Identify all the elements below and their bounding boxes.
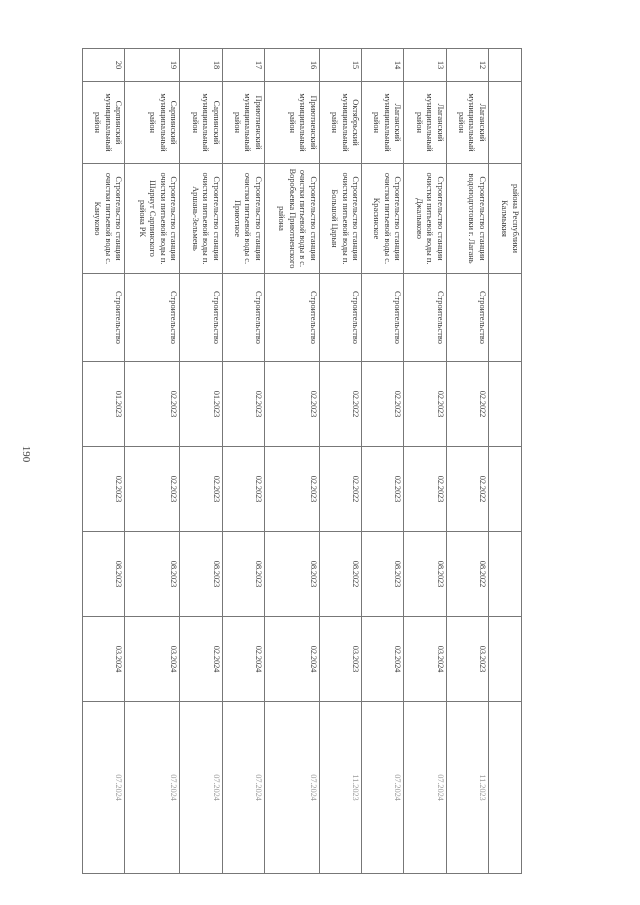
date-cell: 02.2023 — [362, 362, 404, 447]
cell-empty — [489, 274, 522, 362]
date-cell: 03.2024 — [83, 617, 125, 702]
district-cell: Сарпинский муниципальный район — [125, 82, 180, 164]
table-row — [180, 49, 222, 874]
date-cell: 02.2023 — [125, 447, 180, 532]
date-cell: 08.2023 — [362, 532, 404, 617]
row-number: 13 — [404, 49, 446, 82]
table-row — [446, 49, 488, 874]
district-cell: Лаганский муниципальный район — [404, 82, 446, 164]
date-cell: 02.2023 — [404, 447, 446, 532]
continuation-text: района Республики Калмыкия — [489, 164, 522, 274]
date-cell: 07.2024 — [362, 702, 404, 874]
object-cell: Строительство станции очистки питьевой воды с. Кануково — [83, 164, 125, 274]
object-cell: Строительство станции очистки питьевой воды с. Приютное — [222, 164, 264, 274]
construction-schedule-table — [82, 48, 522, 874]
cell-empty — [489, 362, 522, 447]
row-number: 14 — [362, 49, 404, 82]
continuation-row — [489, 49, 522, 874]
cell-empty — [489, 447, 522, 532]
date-cell: 03.2024 — [404, 617, 446, 702]
date-cell: 03.2023 — [320, 617, 362, 702]
row-number: 19 — [125, 49, 180, 82]
date-cell: 02.2023 — [180, 447, 222, 532]
date-cell: 07.2024 — [264, 702, 319, 874]
date-cell: 08.2023 — [180, 532, 222, 617]
date-cell: 07.2024 — [180, 702, 222, 874]
cell-empty — [489, 702, 522, 874]
date-cell: 08.2023 — [222, 532, 264, 617]
table-row — [362, 49, 404, 874]
work-type-cell: Строительство — [362, 274, 404, 362]
date-cell: 02.2023 — [362, 447, 404, 532]
date-cell: 02.2024 — [264, 617, 319, 702]
date-cell: 07.2024 — [125, 702, 180, 874]
row-number: 12 — [446, 49, 488, 82]
district-cell: Приютненский муниципальный район — [222, 82, 264, 164]
date-cell: 02.2024 — [362, 617, 404, 702]
date-cell: 02.2023 — [404, 362, 446, 447]
district-cell: Лаганский муниципальный район — [446, 82, 488, 164]
work-type-cell: Строительство — [125, 274, 180, 362]
district-cell: Сарпинский муниципальный район — [180, 82, 222, 164]
date-cell: 07.2024 — [83, 702, 125, 874]
cell-empty — [489, 532, 522, 617]
table-wrapper — [82, 48, 522, 873]
date-cell: 03.2024 — [125, 617, 180, 702]
district-cell: Октябрьский муниципальный район — [320, 82, 362, 164]
table-row — [222, 49, 264, 874]
date-cell: 02.2023 — [83, 447, 125, 532]
date-cell: 08.2023 — [125, 532, 180, 617]
object-cell: Строительство станции очистки питьевой воды в с. Воробьевка Приютненского района — [264, 164, 319, 274]
date-cell: 01.2023 — [83, 362, 125, 447]
date-cell: 02.2022 — [446, 447, 488, 532]
table-row — [320, 49, 362, 874]
page-number: 190 — [20, 445, 32, 463]
row-number: 16 — [264, 49, 319, 82]
table-row — [125, 49, 180, 874]
date-cell: 02.2022 — [320, 362, 362, 447]
date-cell: 02.2022 — [320, 447, 362, 532]
row-number: 18 — [180, 49, 222, 82]
date-cell: 07.2024 — [222, 702, 264, 874]
date-cell: 02.2024 — [180, 617, 222, 702]
date-cell: 08.2023 — [404, 532, 446, 617]
date-cell: 11.2023 — [320, 702, 362, 874]
date-cell: 02.2023 — [264, 447, 319, 532]
date-cell: 08.2023 — [83, 532, 125, 617]
table-body — [83, 49, 522, 874]
work-type-cell: Строительство — [83, 274, 125, 362]
work-type-cell: Строительство — [264, 274, 319, 362]
cell-empty — [489, 49, 522, 82]
district-cell: Лаганский муниципальный район — [362, 82, 404, 164]
work-type-cell: Строительство — [404, 274, 446, 362]
date-cell: 03.2023 — [446, 617, 488, 702]
table-row — [83, 49, 125, 874]
date-cell: 07.2024 — [404, 702, 446, 874]
work-type-cell: Строительство — [446, 274, 488, 362]
date-cell: 02.2024 — [222, 617, 264, 702]
table-row — [404, 49, 446, 874]
object-cell: Строительство станции очистки питьевой воды п. Джалыково — [404, 164, 446, 274]
row-number: 15 — [320, 49, 362, 82]
date-cell: 08.2022 — [446, 532, 488, 617]
object-cell: Строительство станции очистки питьевой воды п. Аршань-Зельмень — [180, 164, 222, 274]
work-type-cell: Строительство — [222, 274, 264, 362]
cell-empty — [489, 617, 522, 702]
object-cell: Строительство станции водоподготовки г. Лагань — [446, 164, 488, 274]
date-cell: 01.2023 — [180, 362, 222, 447]
date-cell: 08.2023 — [264, 532, 319, 617]
object-cell: Строительство станции очистки питьевой воды п. Шарнут Сарпинского района РК — [125, 164, 180, 274]
work-type-cell: Строительство — [320, 274, 362, 362]
date-cell: 02.2023 — [222, 362, 264, 447]
date-cell: 08.2022 — [320, 532, 362, 617]
row-number: 20 — [83, 49, 125, 82]
object-cell: Строительство станции очистки питьевой воды п. Большой Царын — [320, 164, 362, 274]
district-cell: Приютненский муниципальный район — [264, 82, 319, 164]
cell-empty — [489, 82, 522, 164]
work-type-cell: Строительство — [180, 274, 222, 362]
district-cell: Сарпинский муниципальный район — [83, 82, 125, 164]
date-cell: 02.2023 — [222, 447, 264, 532]
row-number: 17 — [222, 49, 264, 82]
date-cell: 11.2023 — [446, 702, 488, 874]
table-row — [264, 49, 319, 874]
object-cell: Строительство станции очистки питьевой воды с. Красинское — [362, 164, 404, 274]
date-cell: 02.2022 — [446, 362, 488, 447]
date-cell: 02.2023 — [264, 362, 319, 447]
date-cell: 02.2023 — [125, 362, 180, 447]
